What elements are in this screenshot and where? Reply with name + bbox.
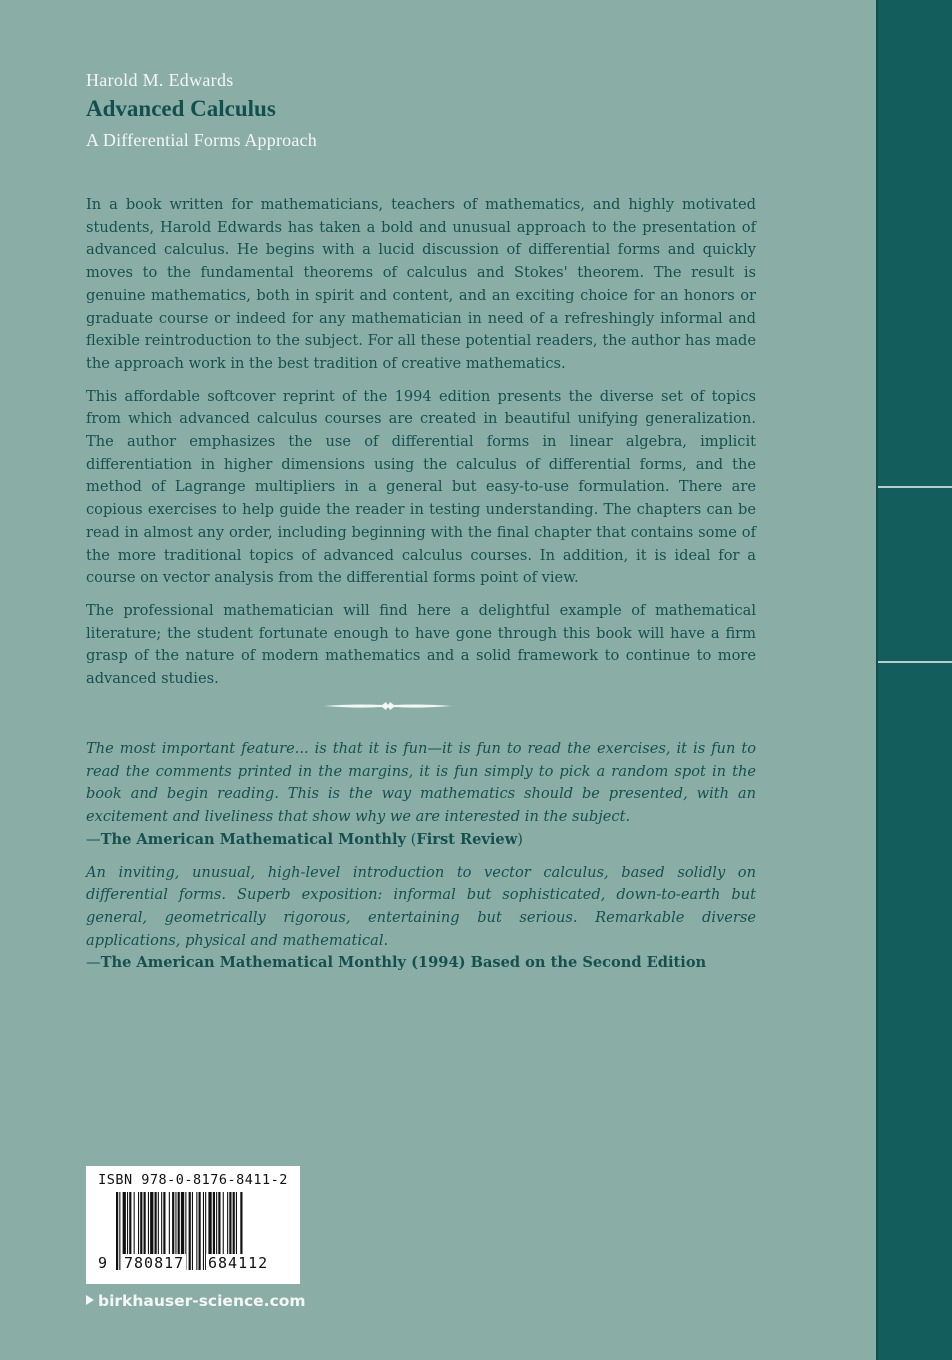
review-source	[86, 829, 756, 852]
book-title: Advanced Calculus	[86, 96, 276, 121]
review-source-dash: —	[86, 830, 101, 848]
ornament-divider	[324, 699, 452, 713]
spine-band	[876, 0, 952, 1360]
review-source-name: The American Mathematical Monthly (1994) Based on the Second Edition	[100, 954, 707, 972]
arrow-right-icon	[86, 1295, 94, 1305]
review-source-paren-close: )	[517, 830, 523, 848]
publisher-website[interactable]	[86, 1292, 306, 1310]
review-source-dash: —	[86, 954, 101, 972]
book-description	[86, 194, 756, 701]
review-quote: The most important feature... is that it is fun—it is fun to read the exercises, it is fun to read the comments printed in the margins, it is fun simply to pick a random spot in the book and begin reading. This is the way mathematics should be presented, with an excitement and liveliness that show why we are interested in the subject.	[86, 740, 756, 826]
spine-divider	[878, 486, 952, 488]
review-source-name: The American Mathematical Monthly	[100, 830, 407, 848]
review-source	[86, 952, 756, 975]
barcode-digit-lead: 9	[98, 1254, 109, 1272]
website-label: birkhauser-science.com	[98, 1292, 306, 1310]
author-name: Harold M. Edwards	[86, 70, 234, 90]
description-paragraph: In a book written for mathematicians, teachers of mathematics, and highly motivated students, Harold Edwards has taken a bold and unusual approach to the presentation of advanced calculus. He begins with a lucid discussion of differential forms and quickly moves to the fundamental theorems of calculus and Stokes' theorem. The result is genuine mathematics, both in spirit and content, and an exciting choice for an honors or graduate course or indeed for any mathematician in need of a refreshingly informal and flexible reintroduction to the subject. For all these potential readers, the author has made the approach work in the best tradition of creative mathematics.	[86, 196, 756, 372]
description-paragraph: This affordable softcover reprint of the 1994 edition presents the diverse set of topics from which advanced calculus courses are created in beautiful unifying generalization. The author emphasizes the use of differential forms in linear algebra, implicit differentiation in higher dimensions using the calculus of differential forms, and the method of Lagrange multipliers in a general but easy-to-use formulation. There are copious exercises to help guide the reader in testing understanding. The chapters can be read in almost any order, including beginning with the final chapter that contains some of the more traditional topics of advanced calculus courses. In addition, it is ideal for a course on vector analysis from the differential forms point of view.	[86, 387, 756, 587]
review-quote-block	[86, 738, 756, 852]
isbn-label: ISBN 978-0-8176-8411-2	[98, 1172, 288, 1188]
description-paragraph: The professional mathematician will find here a delightful example of mathematical literature; the student fortunate enough to have gone through this book will have a firm grasp of the nature of modern mathematics and a solid framework to continue to more advanced studies.	[86, 601, 756, 688]
barcode-digit-group: 684112	[208, 1254, 269, 1272]
book-subtitle: A Differential Forms Approach	[86, 130, 317, 150]
review-quote-block	[86, 862, 756, 976]
isbn-barcode	[86, 1166, 300, 1284]
spine-divider	[878, 661, 952, 663]
barcode-digit-group: 780817	[124, 1254, 185, 1272]
review-quote: An inviting, unusual, high-level introduction to vector calculus, based solidly on differential forms. Superb exposition: informal but sophisticated, down-to-earth but general, geometrically rigorous, entertaining but serious. Remarkable diverse applications, physical and mathematical.	[86, 863, 756, 949]
review-source-note: First Review	[416, 830, 518, 848]
review-source-paren-open: (	[406, 830, 417, 848]
reviews	[86, 738, 756, 985]
